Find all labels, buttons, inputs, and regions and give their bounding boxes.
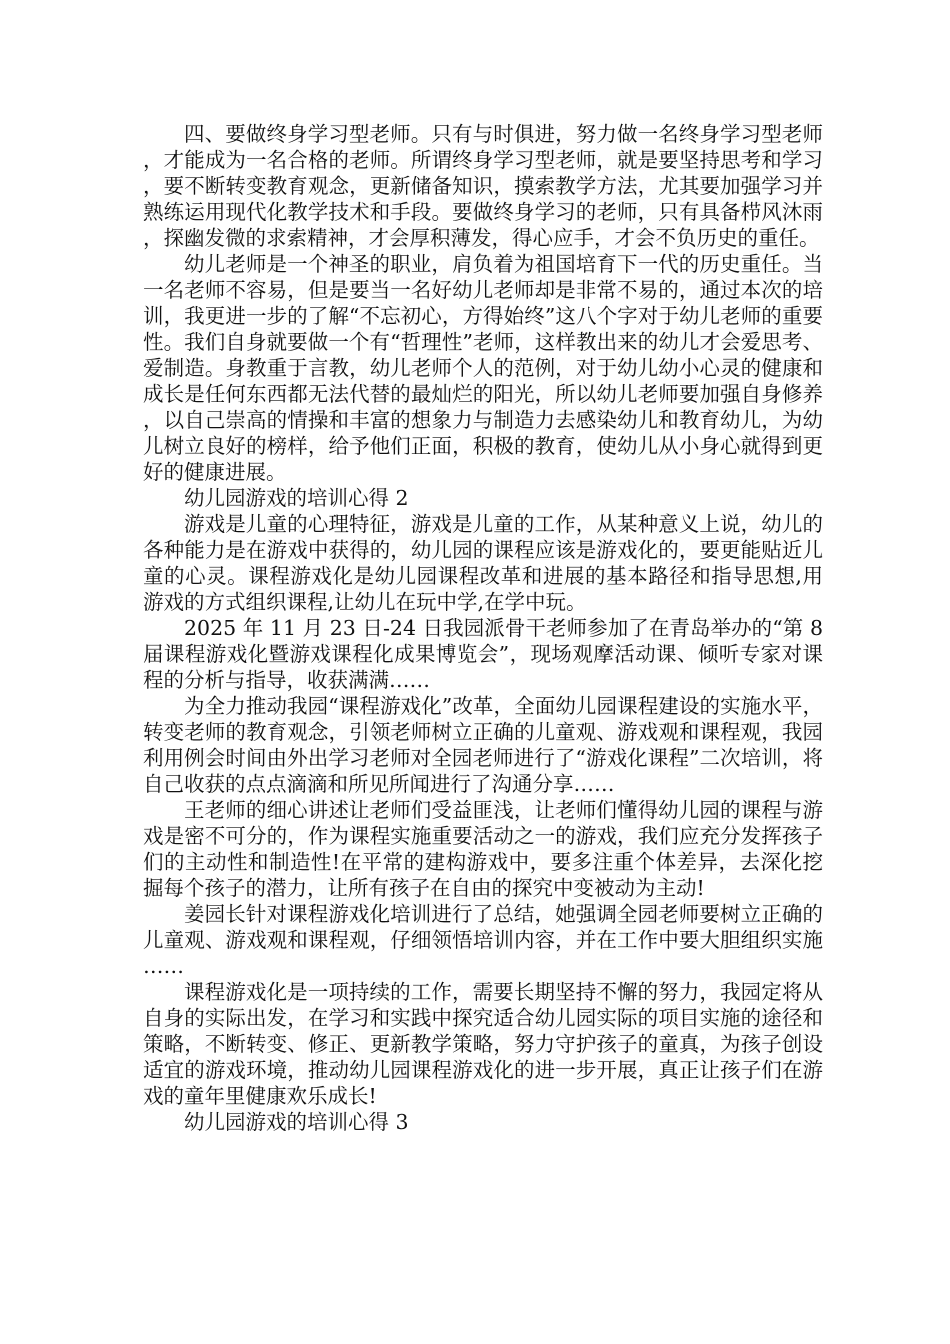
paragraph-expo-attendance: 2025 年 11 月 23 日-24 日我园派骨干老师参加了在青岛举办的“第 8 届课程游戏化暨游戏课程化成果博览会”，现场观摩活动课、倾听专家对课程的分析与指导，收获满满…… [143,616,823,692]
paragraph-ongoing-work: 课程游戏化是一项持续的工作，需要长期坚持不懈的努力，我园定将从自身的实际出发，在学习和实践中探究适合幼儿园实际的项目实施的途径和策略，不断转变、修正、更新教学策略，努力守护孩子的童真，为孩子创设适宜的游戏环境，推动幼儿园课程游戏化的进一步开展，真正让孩子们在游戏的童年里健康欢乐成长! [143,980,823,1108]
paragraph-principal-summary: 姜园长针对课程游戏化培训进行了总结，她强调全园老师要树立正确的儿童观、游戏观和课程观，仔细领悟培训内容，并在工作中要大胆组织实施…… [143,902,823,978]
section-heading-2: 幼儿园游戏的培训心得 2 [184,486,409,510]
paragraph-reform-training: 为全力推动我园“课程游戏化”改革，全面幼儿园课程建设的实施水平，转变老师的教育观念，引领老师树立正确的儿童观、游戏观和课程观，我园利用例会时间由外出学习老师对全园老师进行了“游戏化课程”二次培训，将自己收获的点点滴滴和所见所闻进行了沟通分享…… [143,694,823,796]
paragraph-teacher-wang: 王老师的细心讲述让老师们受益匪浅，让老师们懂得幼儿园的课程与游戏是密不可分的，作为课程实施重要活动之一的游戏，我们应充分发挥孩子们的主动性和制造性!在平常的建构游戏中，要多注重个体差异，去深化挖掘每个孩子的潜力，让所有孩子在自由的探究中变被动为主动! [143,798,823,900]
paragraph-lifelong-learning: 四、要做终身学习型老师。只有与时俱进，努力做一名终身学习型老师，才能成为一名合格的老师。所谓终身学习型老师，就是要坚持思考和学习，要不断转变教育观念，更新储备知识，摸索教学方法，尤其要加强学习并熟练运用现代化教学技术和手段。要做终身学习的老师，只有具备栉风沐雨，探幽发微的求索精神，才会厚积薄发，得心应手，才会不负历史的重任。 [143,122,823,250]
paragraph-game-characteristics: 游戏是儿童的心理特征，游戏是儿童的工作，从某种意义上说，幼儿的各种能力是在游戏中获得的，幼儿园的课程应该是游戏化的，要更能贴近儿童的心灵。课程游戏化是幼儿园课程改革和进展的基本路径和指导思想,用游戏的方式组织课程,让幼儿在玩中学,在学中玩。 [143,512,823,614]
document-body [143,121,823,1135]
section-heading-3: 幼儿园游戏的培训心得 3 [184,1110,409,1134]
paragraph-teacher-profession: 幼儿老师是一个神圣的职业，肩负着为祖国培育下一代的历史重任。当一名老师不容易，但是要当一名好幼儿老师却是非常不易的，通过本次的培训，我更进一步的了解“不忘初心，方得始终”这八个字对于幼儿老师的重要性。我们自身就要做一个有“哲理性”老师，这样教出来的幼儿才会爱思考、爱制造。身教重于言教，幼儿老师个人的范例，对于幼儿幼小心灵的健康和成长是任何东西都无法代替的最灿烂的阳光，所以幼儿老师要加强自身修养，以自己崇高的情操和丰富的想象力与制造力去感染幼儿和教育幼儿，为幼儿树立良好的榜样，给予他们正面，积极的教育，使幼儿从小身心就得到更好的健康进展。 [143,252,823,484]
